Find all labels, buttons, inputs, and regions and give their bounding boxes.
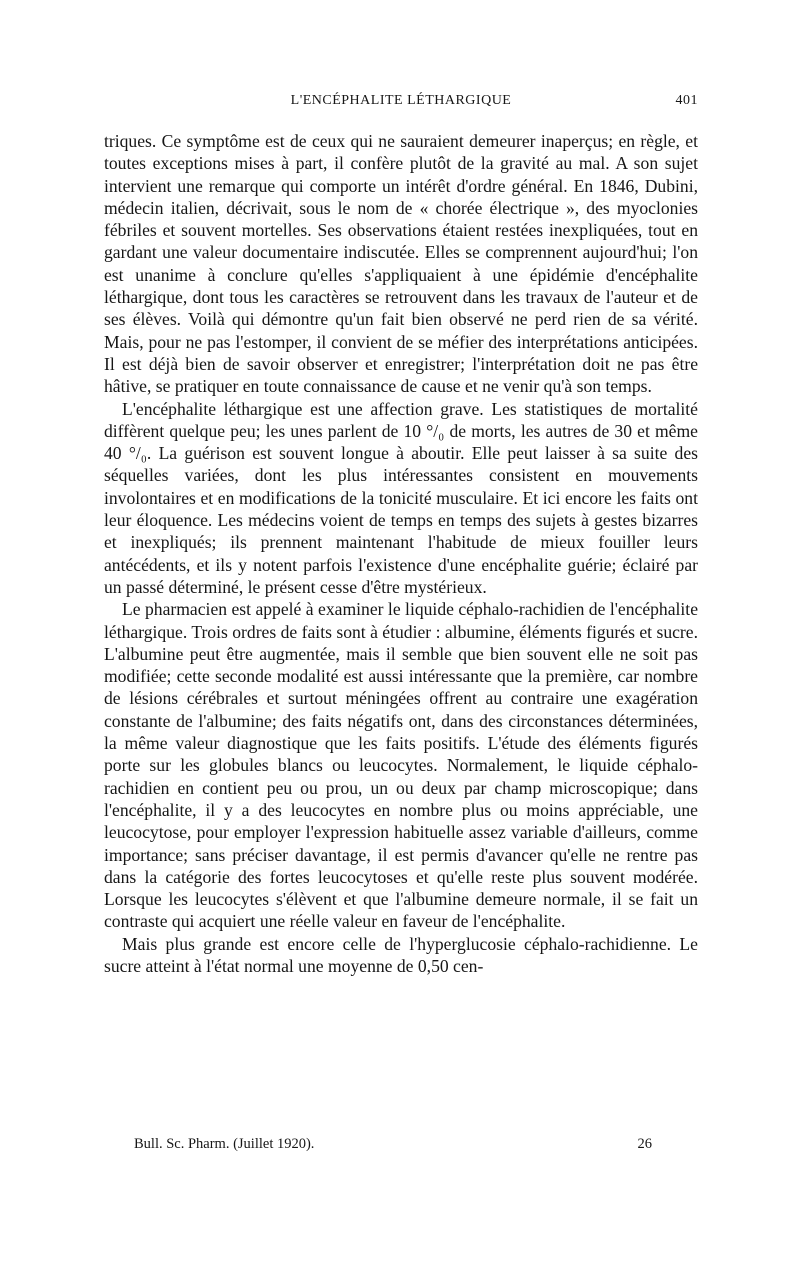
body-text [104,130,698,977]
running-title: L'ENCÉPHALITE LÉTHARGIQUE [290,93,512,108]
paragraph-4: Mais plus grande est encore celle de l'hyperglucosie céphalo-rachidienne. Le sucre atteint à l'état normal une moyenne de 0,50 cen- [104,933,698,976]
paragraph-1: triques. Ce symptôme est de ceux qui ne sauraient demeurer inaperçus; en règle, et toutes exceptions mises à part, il confère plutôt de la gravité au mal. A son sujet intervient une remarque qui comporte un intérêt d'ordre général. En 1846, Dubini, médecin italien, décrivait, sous le nom de « chorée électrique », des myoclonies fébriles et souvent mortelles. Ses observations étaient restées inexpliquées, tout en gardant une valeur documentaire indiscutée. Elles se comprennent aujourd'hui; l'on est unanime à conclure qu'elles s'appliquaient à une épidémie d'encéphalite léthargique, dont tous les caractères se retrouvent dans les travaux de l'auteur et de ses élèves. Voilà qui démontre qu'un fait bien observé ne perd rien de sa vérité. Mais, pour ne pas l'estomper, il convient de se méfier des interprétations anticipées. Il est déjà bien de savoir observer et enregistrer; l'interprétation doit ne pas être hâtive, se pratiquer en toute connaissance de cause et ne venir qu'à son temps. [104,131,698,397]
paragraph-3: Le pharmacien est appelé à examiner le liquide céphalo-rachidien de l'encéphalite léthargique. Trois ordres de faits sont à étudier : albumine, éléments figurés et sucre. L'albumine peut être augmentée, mais il semble que bien souvent elle ne soit pas modifiée; cette seconde modalité est aussi intéressante que la première, car nombre de lésions cérébrales et surtout méningées offrent au contraire une exagération constante de l'albumine; des faits négatifs ont, dans des circonstances déterminées, la même valeur diagnostique que les faits positifs. L'étude des éléments figurés porte sur les globules blancs ou leucocytes. Normalement, le liquide céphalo-rachidien en contient peu ou prou, un ou deux par champ microscopique; dans l'encéphalite, il y a des leucocytes en nombre plus ou moins appréciable, une leucocytose, pour employer l'expression habituelle assez variable d'ailleurs, comme importance; sans préciser davantage, il est permis d'avancer qu'elle ne rentre pas dans la catégorie des fortes leucocytoses et qu'elle reste plus souvent modérée. Lorsque les leucocytes s'élèvent et que l'albumine demeure normale, il se fait un contraste qui acquiert une réelle valeur en faveur de l'encéphalite. [104,599,698,932]
journal-citation: Bull. Sc. Pharm. (Juillet 1920). [134,1136,315,1152]
signature-mark: 26 [637,1136,652,1152]
running-header [104,93,698,119]
page-number: 401 [675,93,698,108]
paragraph-2: L'encéphalite léthargique est une affection grave. Les statistiques de mortalité diffèrent quelque peu; les unes parlent de 10 °/₀ de morts, les autres de 30 et même 40 °/₀. La guérison est souvent longue à aboutir. Elle peut laisser à sa suite des séquelles variées, dont les plus intéressantes consistent en mouvements involontaires et en modifications de la tonicité musculaire. Et ici encore les faits ont leur éloquence. Les médecins voient de temps en temps des sujets à gestes bizarres et inexpliqués; ils prennent maintenant l'habitude de mieux fouiller leurs antécédents, et ils y notent parfois l'existence d'une encéphalite guérie; éclairé par un passé déterminé, le présent cesse d'être mystérieux. [104,398,698,597]
